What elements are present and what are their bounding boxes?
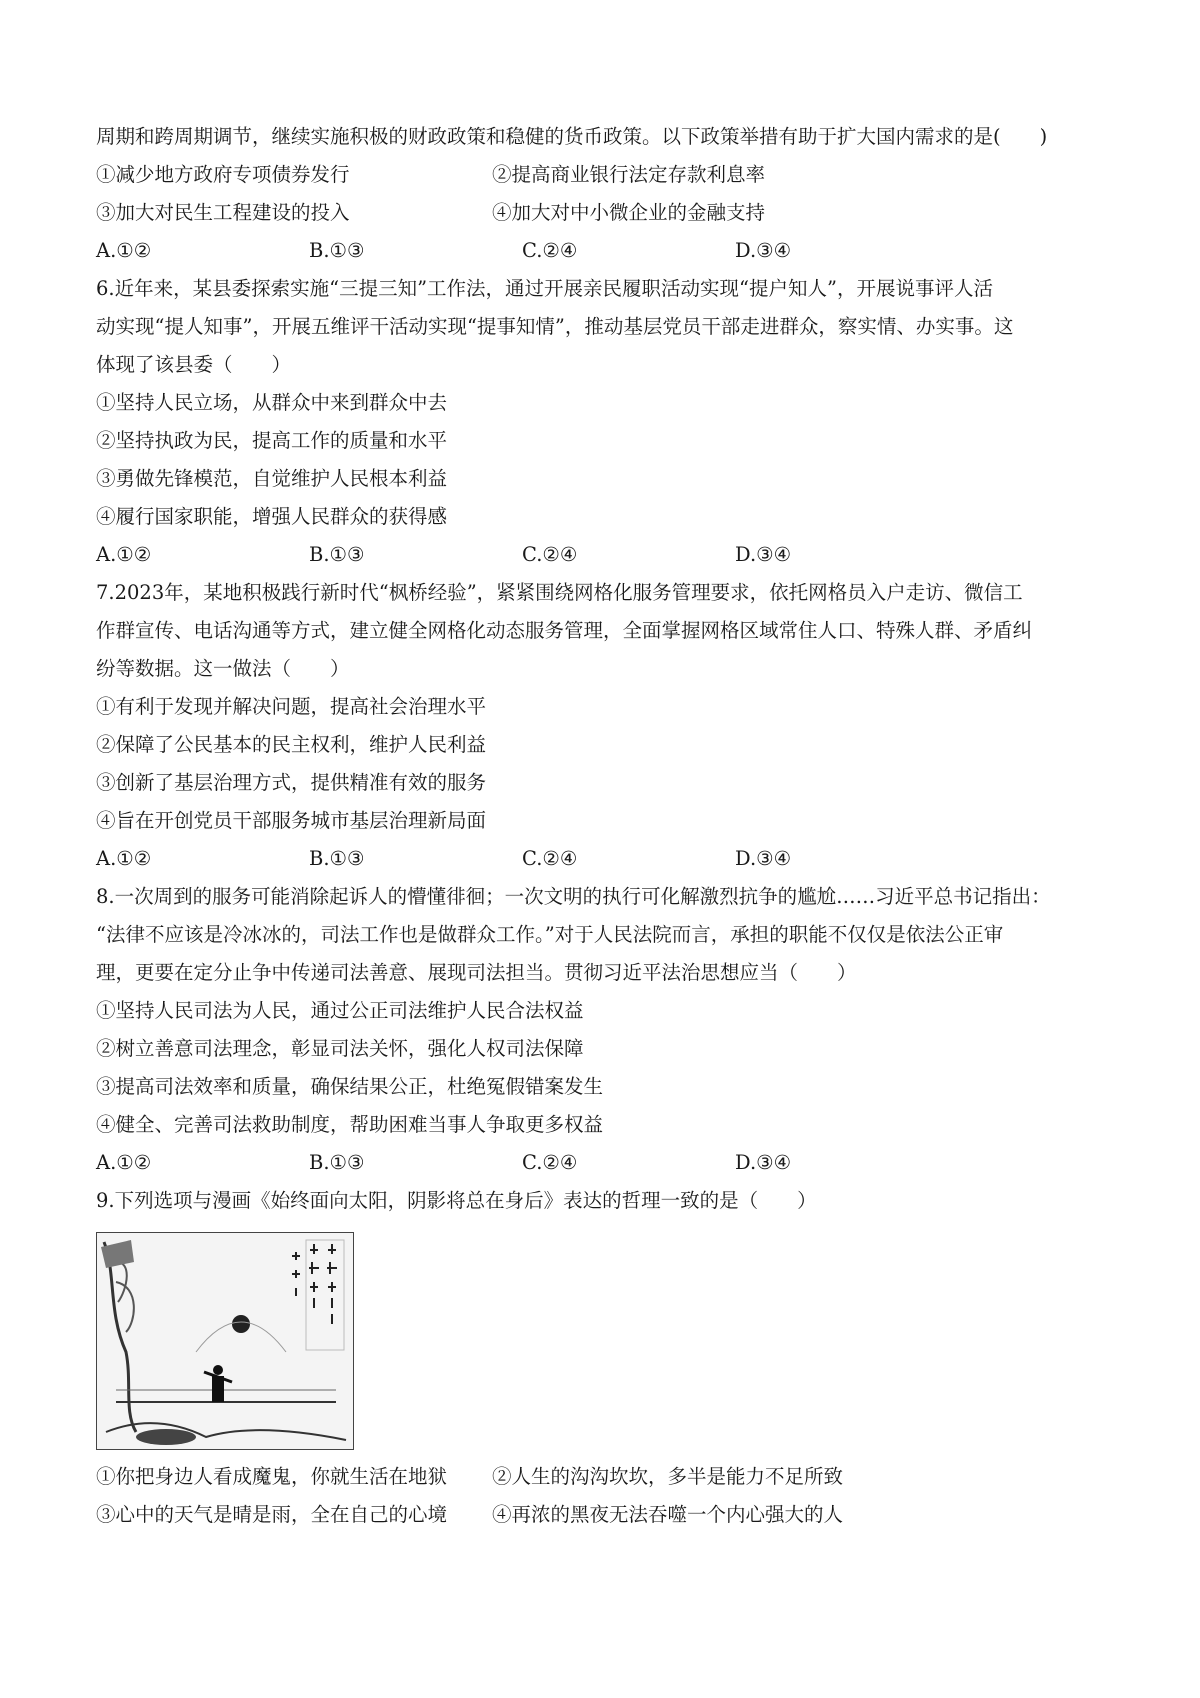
q5-option-c[interactable]: C.②④ [522, 239, 578, 262]
q8-stem-line-3: 理，更要在定分止争中传递司法善意、展现司法担当。贯彻习近平法治思想应当（ ） [96, 961, 857, 984]
q9-statement-2: ②人生的沟沟坎坎，多半是能力不足所致 [492, 1465, 844, 1488]
q8-option-a[interactable]: A.①② [96, 1151, 152, 1174]
q8-statement-1: ①坚持人民司法为人民，通过公正司法维护人民合法权益 [96, 999, 584, 1022]
q7-option-b[interactable]: B.①③ [309, 847, 365, 870]
q7-option-c[interactable]: C.②④ [522, 847, 578, 870]
comic-drawing [96, 1232, 354, 1450]
q7-stem-line-3: 纷等数据。这一做法（ ） [96, 657, 350, 680]
q6-statement-1: ①坚持人民立场，从群众中来到群众中去 [96, 391, 448, 414]
q5-option-b[interactable]: B.①③ [309, 239, 365, 262]
q7-stem-line-1: 7.2023年，某地积极践行新时代“枫桥经验”，紧紧围绕网格化服务管理要求，依托网格员入户走访、微信工 [96, 581, 1023, 604]
exam-page [96, 118, 1126, 1534]
q5-option-d[interactable]: D.③④ [735, 239, 792, 262]
q5-statement-3: ③加大对民生工程建设的投入 [96, 201, 350, 224]
q5-statements-row-1 [96, 156, 1126, 194]
q8-option-c[interactable]: C.②④ [522, 1151, 578, 1174]
q6-stem-line-1: 6.近年来，某县委探索实施“三提三知”工作法，通过开展亲民履职活动实现“提户知人”，开展说事评人活 [96, 277, 993, 300]
q8-statement-3: ③提高司法效率和质量，确保结果公正，杜绝冤假错案发生 [96, 1075, 604, 1098]
q9-statement-4: ④再浓的黑夜无法吞噬一个内心强大的人 [492, 1503, 844, 1526]
q5-option-a[interactable]: A.①② [96, 239, 152, 262]
q6-stem-line-3: 体现了该县委（ ） [96, 353, 292, 376]
q6-statement-2: ②坚持执政为民，提高工作的质量和水平 [96, 429, 448, 452]
q7-stem-line-2: 作群宣传、电话沟通等方式，建立健全网格化动态服务管理，全面掌握网格区域常住人口、特殊人群、矛盾纠 [96, 619, 1033, 642]
q6-statement-3: ③勇做先锋模范，自觉维护人民根本利益 [96, 467, 448, 490]
q9-statement-1: ①你把身边人看成魔鬼，你就生活在地狱 [96, 1465, 448, 1488]
q5-stem-tail: 周期和跨周期调节，继续实施积极的财政政策和稳健的货币政策。以下政策举措有助于扩大国内需求的是( ) [96, 125, 1048, 148]
q7-statement-1: ①有利于发现并解决问题，提高社会治理水平 [96, 695, 487, 718]
q6-options [96, 536, 1126, 574]
q6-option-a[interactable]: A.①② [96, 543, 152, 566]
q7-statement-3: ③创新了基层治理方式，提供精准有效的服务 [96, 771, 487, 794]
q9-statements-row-1 [96, 1458, 1126, 1496]
q9-statement-3: ③心中的天气是晴是雨，全在自己的心境 [96, 1503, 448, 1526]
q7-option-a[interactable]: A.①② [96, 847, 152, 870]
q7-statement-4: ④旨在开创党员干部服务城市基层治理新局面 [96, 809, 487, 832]
q9-statements-row-2 [96, 1496, 1126, 1534]
q8-option-d[interactable]: D.③④ [735, 1151, 792, 1174]
q6-option-b[interactable]: B.①③ [309, 543, 365, 566]
q9-stem: 9.下列选项与漫画《始终面向太阳，阴影将总在身后》表达的哲理一致的是（ ） [96, 1189, 817, 1212]
q5-statements-row-2 [96, 194, 1126, 232]
q7-statement-2: ②保障了公民基本的民主权利，维护人民利益 [96, 733, 487, 756]
q5-statement-1: ①减少地方政府专项债券发行 [96, 163, 350, 186]
q8-options [96, 1144, 1126, 1182]
q7-option-d[interactable]: D.③④ [735, 847, 792, 870]
q7-options [96, 840, 1126, 878]
q5-options [96, 232, 1126, 270]
q8-option-b[interactable]: B.①③ [309, 1151, 365, 1174]
q8-statement-2: ②树立善意司法理念，彰显司法关怀，强化人权司法保障 [96, 1037, 584, 1060]
q8-statement-4: ④健全、完善司法救助制度，帮助困难当事人争取更多权益 [96, 1113, 604, 1136]
q5-statement-4: ④加大对中小微企业的金融支持 [492, 201, 766, 224]
q6-option-d[interactable]: D.③④ [735, 543, 792, 566]
q8-stem-line-1: 8.一次周到的服务可能消除起诉人的懵懂徘徊；一次文明的执行可化解激烈抗争的尴尬……习近平总书记指出： [96, 885, 1051, 908]
comic-illustration [96, 1232, 354, 1450]
q5-statement-2: ②提高商业银行法定存款利息率 [492, 163, 766, 186]
q6-statement-4: ④履行国家职能，增强人民群众的获得感 [96, 505, 448, 528]
q8-stem-line-2: “法律不应该是冷冰冰的，司法工作也是做群众工作。”对于人民法院而言，承担的职能不仅仅是依法公正审 [96, 923, 1004, 946]
q6-stem-line-2: 动实现“提人知事”，开展五维评干活动实现“提事知情”，推动基层党员干部走进群众，察实情、办实事。这 [96, 315, 1014, 338]
q6-option-c[interactable]: C.②④ [522, 543, 578, 566]
